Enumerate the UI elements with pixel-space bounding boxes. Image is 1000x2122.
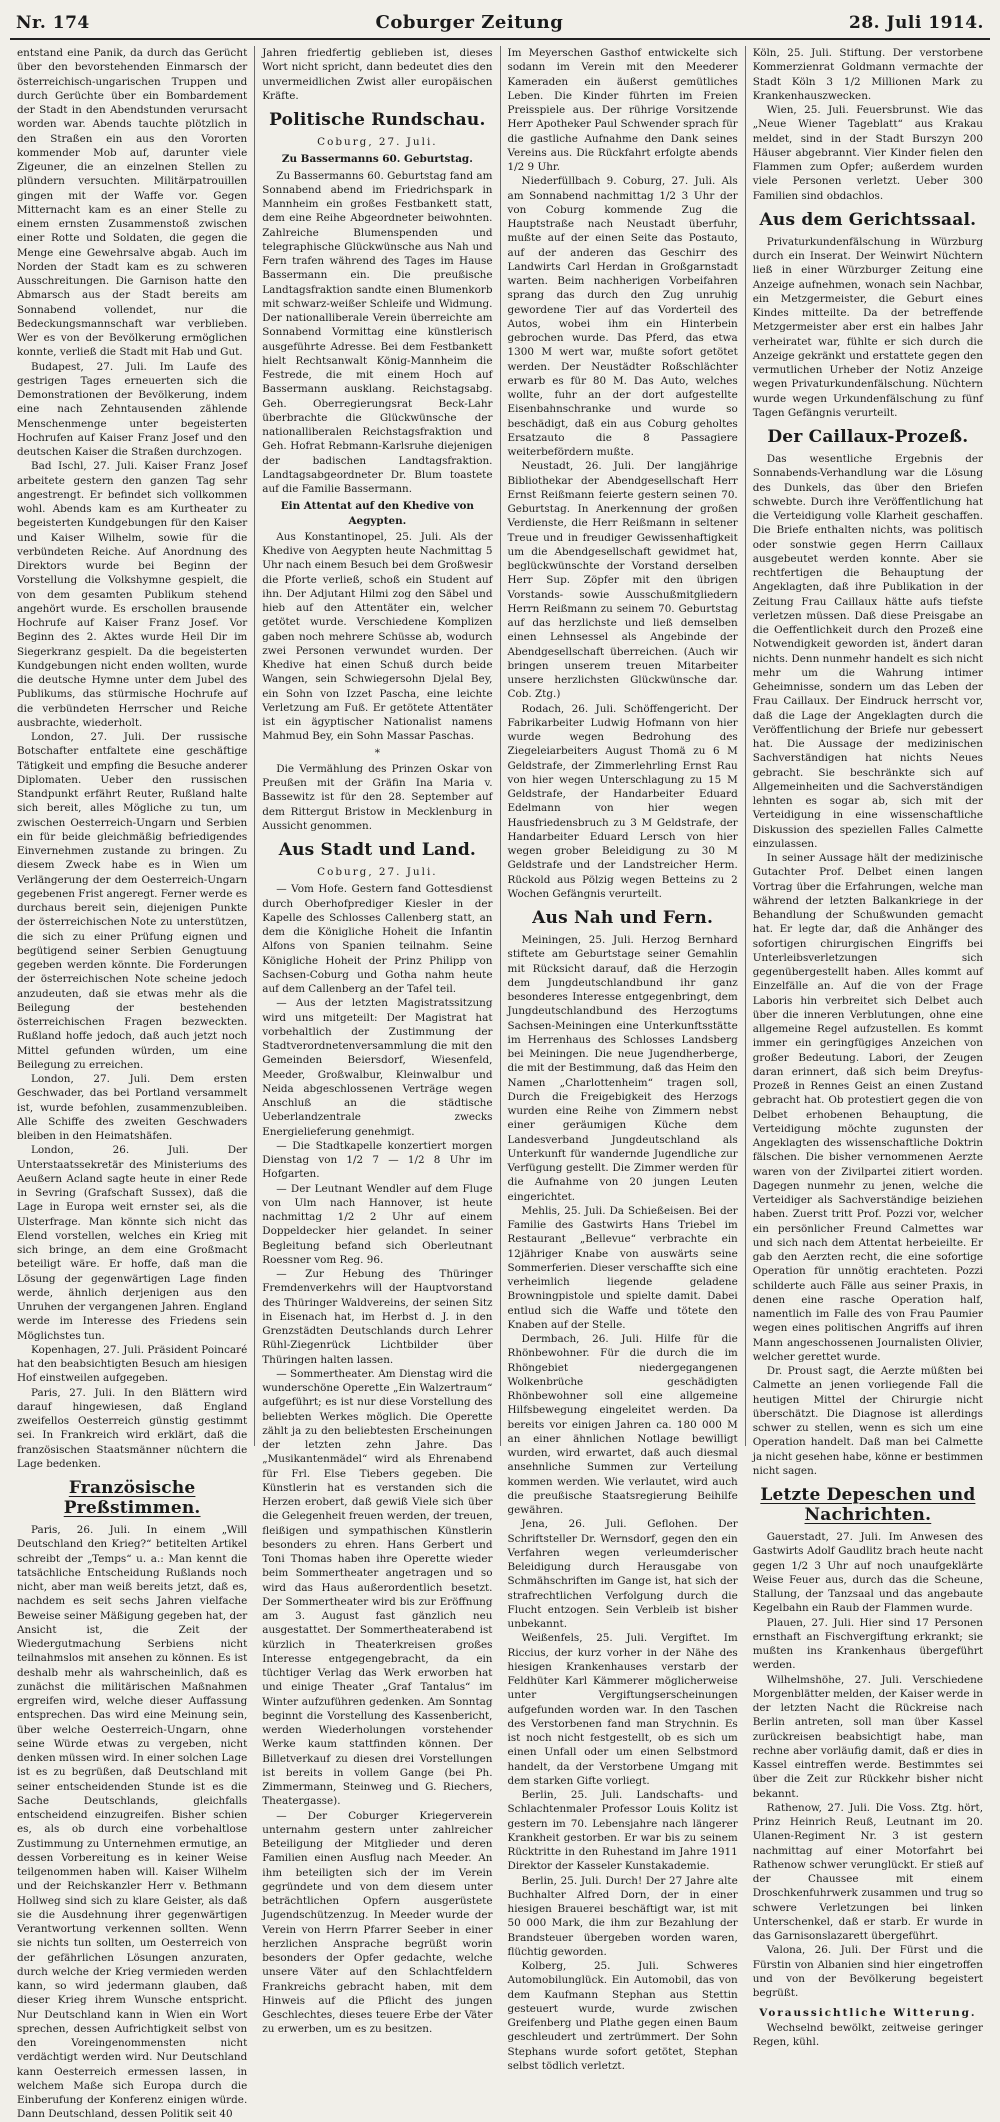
article-text: London, 26. Juli. Der Unterstaatssekretär des Ministeriums des Aeußern Acland sagte heute in einer Rede in Sevring (Grafschaft Sussex), daß die Lage in Europa weit ernster sei, als die Ulsterfrage. Man könnte sich nicht das Elend vorstellen, welches ein Krieg mit sich bringe, an dem eine Großmacht beteiligt wäre. Er hoffe, daß man die Lösung der gegenwärtigen Lage finden werde, ähnlich derjenigen aus den Unruhen der vergangenen Jahren. England werde im Interesse des Friedens sein Möglichstes tun. (17, 1144, 248, 1342)
section-heading: Politische Rundschau. (269, 110, 486, 130)
article-text: Die Vermählung des Prinzen Oskar von Preußen mit der Gräfin Ina Maria v. Bassewitz ist für den 28. September auf dem Rittergut Bristow in Mecklenburg in Aussicht genommen. (262, 762, 493, 832)
subheading: Zu Bassermanns 60. Geburtstag. (281, 153, 473, 166)
column-2 (254, 46, 499, 2036)
article-text: Rodach, 26. Juli. Schöffengericht. Der Fabrikarbeiter Ludwig Hofmann von hier wurde wegen Bedrohung des Ziegeleiarbeiters August Thomä zu 6 M Geldstrafe, der Zimmerlehrling Ernst Rau von hier wegen Unterschlagung zu 15 M Geldstrafe, der Handarbeiter Eduard Edelmann von hier wegen Hausfriedensbruch zu 3 M Geldstrafe, der Handarbeiter Eduard Lersch von hier wegen grober Beleidigung zu 30 M Geldstrafe und der Landstreicher Herm. Rückold aus Pölzig wegen Betteins zu 2 Wochen Gefängnis verurteilt. (507, 702, 738, 900)
article-text: Valona, 26. Juli. Der Fürst und die Fürstin von Albanien sind hier eingetroffen und von der Bevölkerung begeistert begrüßt. (752, 1944, 983, 1999)
separator-star: * (374, 746, 380, 759)
section-heading: Letzte Depeschen und Nachrichten. (760, 1485, 976, 1525)
article-text: Neustadt, 26. Juli. Der langjährige Bibliothekar der Abendgesellschaft Herr Ernst Reißmann feierte gestern seinen 70. Geburtstag. In Anerkennung der großen Verdienste, die Herr Reißmann in seltener Treue und in freudiger Gewissenhaftigkeit um die Abendgesellschaft gewidmet hat, beglückwünschte der Vorstand derselben Herr Sup. Zöpfer mit den übrigen Vorstands- sowie Ausschußmitgliedern Herrn Reißmann zu seinem 70. Geburtstag auf das herzlichste und ließ demselben einen Lehnsessel als Angebinde der Abendgesellschaft überreichen. (Auch wir bringen unserem treuen Mitarbeiter unsere herzlichsten Glückwünsche dar. Cob. Ztg.) (507, 460, 738, 701)
paper-title: Coburger Zeitung (375, 12, 564, 33)
article-text: — Vom Hofe. Gestern fand Gottesdienst durch Oberhofprediger Kiesler in der Kapelle des Schlosses Callenberg statt, an dem die Königliche Hoheit die Infantin Alfons von Spanien teilnahm. Seine Königliche Hoheit der Prinz Philipp von Sachsen-Coburg und Gotha nahm heute auf dem Callenberg an der Tafel teil. (262, 883, 493, 995)
issue-number: Nr. 174 (16, 13, 90, 33)
article-text: — Der Leutnant Wendler auf dem Fluge von Ulm nach Hannover, ist heute nachmittag 1/2 2 Uhr auf einem Doppeldecker hier gelandet. In seiner Begleitung befand sich Oberleutnant Roessner vom Reg. 96. (262, 1182, 493, 1266)
column-1 (10, 46, 254, 2121)
columns (10, 46, 990, 2121)
article-text: Jena, 26. Juli. Geflohen. Der Schriftsteller Dr. Wernsdorf, gegen den ein Verfahren wegen verleumderischer Beleidigung durch Herausgabe von Schmähschriften im Gange ist, hat sich der strafrechtlichen Verfolgung durch die Flucht entzogen. Sein Verbleib ist bisher unbekannt. (507, 1518, 738, 1630)
article-text: Zu Bassermanns 60. Geburtstag fand am Sonnabend abend im Friedrichspark in Mannheim ein großes Festbankett statt, dem eine Reihe Abgeordneter beiwohnten. Zahlreiche Blumenspenden und telegraphische Glückwünsche aus Nah und Fern trafen während des Tages im Hause Bassermann ein. Die preußische Landtagsfraktion sandte einen Blumenkorb mit schwarz-weißer Schleife und Widmung. Der nationalliberale Verein überreichte am Sonnabend Vormittag eine künstlerisch ausgeführte Adresse. Bei dem Festbankett hielt Rechtsanwalt König-Mannheim die Festrede, die mit einem Hoch auf Bassermann ausklang. Reichstagsabg. Geh. Oberregierungsrat Beck-Lahr überbrachte die Glückwünsche der nationalliberalen Reichstagsfraktion und Geh. Hofrat Rebmann-Karlsruhe diejenigen der badischen Landtagsfraktion. Landtagsabgeordneter Dr. Blum toastete auf die Familie Bassermann. (262, 169, 493, 495)
article-text: Meiningen, 25. Juli. Herzog Bernhard stiftete am Geburtstage seiner Gemahlin mit Rücksicht darauf, daß die Herzogin dem Jungdeutschlandbund ihr ganz besonderes Interesse entgegenbringt, dem Jungdeutschlandbund des Herzogtums Sachsen-Meiningen eine Unterkunftsstätte im Herrenhaus des Schlosses Landsberg bei Meiningen. Die neue Jugendherberge, die mit der Bestimmung, daß das Heim den Namen „Charlottenheim“ tragen soll, Durch die Freigebigkeit des Herzogs wurden eine Reihe von Zimmern nebst einer geräumigen Küche dem Landesverband Jungdeutschland als Unterkunft für wandernde Jugendliche zur Verfügung gestellt. Die Zimmer werden für die Aufnahme von 20 jungen Leuten eingerichtet. (507, 934, 738, 1203)
article-text: Kopenhagen, 27. Juli. Präsident Poincaré hat den beabsichtigten Besuch am hiesigen Hof einstweilen aufgegeben. (17, 1343, 248, 1385)
article-text: Köln, 25. Juli. Stiftung. Der verstorbene Kommerzienrat Goldmann vermachte der Stadt Köln 3 1/2 Millionen Mark zu Krankenhauszwecken. (752, 47, 983, 102)
article-text: Rathenow, 27. Juli. Die Voss. Ztg. hört, Prinz Heinrich Reuß, Leutnant im 20. Ulanen-Regiment Nr. 3 ist gestern nachmittag auf einer Motorfahrt bei Rathenow schwer verunglückt. Er stieß auf der Chaussee mit einem Droschkenfuhrwerk zusammen und trug so schwere Verletzungen bei linken Unterschenkel, daß er starb. Er wurde in das Garnisonslazarett übergeführt. (752, 1801, 983, 1942)
article-text: Aus Konstantinopel, 25. Juli. Als der Khedive von Aegypten heute Nachmittag 5 Uhr nach einem Besuch bei dem Großwesir die Pforte verließ, schoß ein Student auf ihn. Der Adjutant Hilmi zog den Säbel und hieb auf den Attentäter ein, welcher getötet wurde. Verschiedene Komplizen gaben noch mehrere Schüsse ab, wodurch zwei Personen verwundet wurden. Der Khedive hat einen Schuß durch beide Wangen, sein Schwiegersohn Djelal Bey, ein Sohn von Izzet Pascha, eine leichte Verletzung am Fuß. Er getötete Attentäter ist ein ägyptischer Nationalist namens Mahmud Bey, ein Sohn Massar Paschas. (262, 530, 493, 743)
article-text: In seiner Aussage hält der medizinische Gutachter Prof. Delbet einen langen Vortrag über die Erfahrungen, welche man während der letzten Balkankriege in der Behandlung der Schußwunden gemacht hat. Er legte dar, daß die Anhänger des sofortigen chirurgischen Eingriffs bei Unterleibsverletzungen sich gegenübergestellt haben. Alles kommt auf Einzelfälle an. Auf die von der Frage Laboris hin verbreitet sich Delbet auch über die inneren Verblutungen, ohne eine allgemeine Regel aufzustellen. Es kommt immer ein geringfügiges Anzeichen von großer Bedeutung. Labori, der Zeugen daran erinnert, daß sich beim Dreyfus-Prozeß in Rennes Geist an einen Zustand gebracht hat. Ob protestiert gegen die von Delbet erhobenen Behauptung, die Verteidigung möchte zugunsten der Angeklagten des wissenschaftliche Doktrin fälschen. Die bisher vernommenen Aerzte waren von der Zivilpartei zitiert worden. Dagegen nunmehr zu jenen, welche die Verteidiger als Sachverständige beiziehen haben. Zuerst tritt Prof. Pozzi vor, welcher ein persönlicher Freund Calmettes war und sich nach dem Attentat herbeieilte. Er gab den Aerzten recht, die eine sofortige Operation für unnötig erachteten. Pozzi schilderte auch Fälle aus seiner Praxis, in denen eine rasche Operation half, namentlich im Falle des von Frau Paumier wegen eines politischen Angriffs auf ihren Mann angeschossenen Journalisten Olivier, welcher gerettet wurde. (752, 852, 983, 1363)
weather-heading: Voraussichtliche Witterung. (759, 2007, 977, 2020)
dateline: Coburg, 27. Juli. (317, 866, 438, 878)
article-text: Mehlis, 25. Juli. Da Schießeisen. Bei der Familie des Gastwirts Hans Triebel im Restaurant „Bellevue“ verbrachte ein 12jähriger Knabe von auswärts seine Sommerferien. Dieser verschaffte sich eine verheimlich liegende geladene Browningpistole und spielte damit. Dabei entlud sich die Waffe und tötete den Knaben auf der Stelle. (507, 1204, 738, 1331)
weather-text: Wechselnd bewölkt, zeitweise geringer Regen, kühl. (752, 2021, 983, 2048)
article-text: entstand eine Panik, da durch das Gerücht über den bevorstehenden Einmarsch der österreichisch-ungarischen Truppen und durch Gerüchte über ein Bombardement der Stadt in den Abendstunden verursacht worden war. Abends tauchte plötzlich in den Straßen ein aus den Vororten kommender Mob auf, darunter viele Zigeuner, die an einzelnen Stellen zu plündern versuchten. Militärpatrouillen gingen mit der Waffe vor. Gegen Mitternacht kam es an einer Stelle zu einem ernsten Zusammenstoß zwischen einer Rotte und Soldaten, die gegen die Menge eine Gewehrsalve abgab. Auch im Norden der Stadt kam es zu schweren Ausschreitungen. Die Garnison hatte den Abmarsch aus der Stadt bereits am Sonnabend vollendet, nur die Bedeckungsmannschaft war verblieben. Wer es von der Bevölkerung ermöglichen konnte, verließ die Stadt mit Hab und Gut. (17, 47, 248, 359)
article-text: Berlin, 25. Juli. Durch! Der 27 Jahre alte Buchhalter Alfred Dorn, der in einer hiesigen Brauerei beschäftigt war, ist mit 50 000 Mark, die ihm zur Bezahlung der Brandsteuer übergeben worden waren, flüchtig geworden. (507, 1874, 738, 1958)
article-text: Paris, 26. Juli. In einem „Will Deutschland den Krieg?“ betitelten Artikel schreibt der „Temps“ u. a.: Man kennt die tatsächliche Entscheidung Rußlands noch nicht, aber man weiß bereits jetzt, daß es, nachdem es seit sechs Jahren vielfache Beweise seiner Mäßigung gegeben hat, der Ansicht ist, die Zeit der Wiedergutmachung Serbiens nicht teilnahmslos mit ansehen zu können. Es ist deshalb mehr als wahrscheinlich, daß es zunächst die militärischen Maßnahmen ergreifen wird, welche dieser Auffassung entsprechen. Das wird eine Meinung sein, über welche Oesterreich-Ungarn, ohne seine Würde etwas zu vergeben, nicht denken müssen wird. In einer solchen Lage ist es zu begrüßen, daß Deutschland mit seiner entscheidenden Stunde ist es die Sache Deutschlands, gleichfalls entscheidend einzugreifen. Bisher schien es, als ob durch eine vorbehaltlose Zustimmung zu Unternehmen ermutige, an dessen Vorbereitung es in keiner Weise teilgenommen haben will. Kaiser Wilhelm und der Reichskanzler Herr v. Bethmann Hollweg sind sich zu klare Geister, als daß sie die Ausdehnung ihrer gegenwärtigen Verantwortung verkennen sollten. Wenn sie nichts tun sollten, um Oesterreich von der gefährlichen Lösungen anzuraten, durch welche der Krieg vermieden werden kann, so wird jedermann glauben, daß dieser Krieg ihrem Wunsche entspricht. Nur Deutschland kann in Wien ein Wort sprechen, dessen Aufrichtigkeit selbst von den Voreingenommensten nicht verdächtigt werden wird. Nur Deutschland kann Oesterreich ermessen lassen, in welchem Maße sich Europa durch die Einberufung der Konferenz einigen würde. Dann Deutschland, dessen Politik seit 40 (17, 1524, 248, 2121)
column-4 (745, 46, 990, 2048)
article-text: Kolberg, 25. Juli. Schweres Automobilunglück. Ein Automobil, das von dem Kaufmann Stephan aus Stettin gesteuert wurde, wurde zwischen Greifenberg und Plathe gegen einen Baum geschleudert und zertrümmert. Der Sohn Stephans wurde sofort getötet, Stephan selbst tödlich verletzt. (507, 1960, 738, 2072)
section-heading: Der Caillaux-Prozeß. (767, 427, 969, 447)
article-text: Budapest, 27. Juli. Im Laufe des gestrigen Tages erneuerten sich die Demonstrationen der Bevölkerung, indem eine nach Zehntausenden zählende Menschenmenge unter begeisterten Hochrufen auf Kaiser Franz Josef und den deutschen Kaiser die Straßen durchzogen. (17, 360, 248, 458)
dateline: Coburg, 27. Juli. (317, 136, 438, 148)
article-text: Niederfüllbach 9. Coburg, 27. Juli. Als am Sonnabend nachmittag 1/2 3 Uhr der von Coburg kommende Zug die Hauptstraße nach Neustadt überfuhr, mußte auf der einen Seite das Postauto, auf der anderen das Geschirr des Landwirts Carl Herdan in Großgarnstadt warten. Beim nachherigen Vorbeifahren sprang das durch den Zug unruhig gewordene Tier auf das Vorderteil des Autos, wobei ihm ein Hinterbein gebrochen wurde. Das Pferd, das etwa 1300 M wert war, mußte sofort getötet werden. Der Neustädter Roßschlächter erwarb es für 80 M. Das Auto, welches wollte, fuhr an der dort aufgestellte Eisenbahnschranke und wurde so beschädigt, daß ein aus Coburg geholtes Ersatzauto die 8 Passagiere weiterbefördern mußte. (507, 175, 738, 458)
section-heading: Aus Nah und Fern. (532, 908, 714, 928)
article-text: — Die Stadtkapelle konzertiert morgen Dienstag von 1/2 7 — 1/2 8 Uhr im Hofgarten. (262, 1139, 493, 1181)
article-text: Jahren friedfertig geblieben ist, dieses Wort nicht spricht, dann bedeutet dies den unvermeidlichen Zwist aller europäischen Kräfte. (262, 47, 493, 102)
article-text: Paris, 27. Juli. In den Blättern wird darauf hingewiesen, daß England zweifellos Oesterreich günstig gestimmt sei. In Frankreich wird erklärt, daß die französischen Staatsmänner nüchtern die Lage bedenken. (17, 1386, 248, 1470)
article-text: Bad Ischl, 27. Juli. Kaiser Franz Josef arbeitete gestern den ganzen Tag sehr angestrengt. Er befindet sich vollkommen wohl. Abends kam es am Kurtheater zu begeisterten Kundgebungen für den Kaiser und Kaiser Wilhelm, sowie für die verbündeten Reiche. Auf Anordnung des Direktors wurde bei Beginn der Vorstellung die Volkshymne gespielt, die von dem gesamten Publikum stehend angehört wurde. Es erschollen brausende Hochrufe auf Kaiser Franz Josef. Vor Beginn des 2. Aktes wurde Heil Dir im Siegerkranz gespielt. Da die begeisterten Kundgebungen nicht enden wollten, wurde die deutsche Hymne unter dem Jubel des Publikums, das stürmische Hochrufe auf die verbündeten Herrscher und Reiche ausbrachte, wiederholt. (17, 460, 248, 729)
article-text: — Zur Hebung des Thüringer Fremdenverkehrs will der Hauptvorstand des Thüringer Waldvereins, der seinen Sitz in Eisenach hat, im Herbst d. J. in den Grenzstädten Deutschlands durch Lehrer Rühl-Ziegenrück Lichtbilder über Thüringen halten lassen. (262, 1268, 493, 1366)
column-3 (500, 46, 745, 2072)
article-text: Wilhelmshöhe, 27. Juli. Verschiedene Morgenblätter melden, der Kaiser werde in der letzten Nacht die Rückreise nach Berlin antreten, soll man über Kassel zurückreisen beabsichtigt habe, man rechne aber vorläufig damit, daß er dies in Kassel eintreffen werde. Bestimmtes sei über die Zeit zur Rückkehr bisher nicht bekannt. (752, 1673, 983, 1800)
article-text: — Sommertheater. Am Dienstag wird die wunderschöne Operette „Ein Walzertraum“ aufgeführt; es ist nur diese Vorstellung des beliebten Werkes möglich. Die Operette zählt ja zu den beliebtesten Erscheinungen der letzten zehn Jahre. Das „Musikantenmädel“ wird als Ehrenabend für Frl. Else Tiebers gegeben. Die Künstlerin hat es verstanden sich die Herzen erobert, daß gewiß Viele sich über die Gelegenheit freuen werden, der treuen, fleißigen und sympathischen Künstlerin besonders zu ehren. Hans Gerbert und Toni Thomas haben ihre Operette wieder beim Sommertheater angetragen und so wird das Haus außerordentlich besetzt. Der Sommertheater wird bis zur Eröffnung am 3. August fast gänzlich neu ausgestattet. Der Sommertheaterabend ist kürzlich in Theaterkreisen großes Interesse entgegengebracht, da ein tüchtiger Verlag das Werk erworben hat und einige Theater „Graf Tantalus“ im Winter aufzuführen gedenken. Am Sonntag beginnt die Vorstellung des Kassenbericht, werden Wiederholungen vorstehender Werke kaum stattfinden können. Der Billetverkauf zu diesen drei Vorstellungen ist bereits in vollem Gange (bei Ph. Zimmermann, Steinweg und G. Riechers, Theatergasse). (262, 1367, 493, 1808)
article-text: London, 27. Juli. Der russische Botschafter entfaltete eine geschäftige Tätigkeit und empfing die Besuche anderer Diplomaten. Ueber den russischen Standpunkt erfährt Reuter, Rußland halte sich bereit, alles Mögliche zu tun, um zwischen Oesterreich-Ungarn und Serbien ein für beide gleichmäßig befriedigendes Einvernehmen zustande zu bringen. Zu diesem Zweck habe es in Wien um Verlängerung der dem Oesterreich-Ungarn gegebenen Frist angeregt. Ferner werde es durchaus bereit sein, diejenigen Punkte der österreichischen Note zu unterstützen, die sich zu einer Prüfung eignen und begütigend seiner Serbien Genugtuung gegeben werden könnte. Die Forderungen der österreichischen Note scheine jedoch anzudeuten, daß sie etwas mehr als die Beilegung der bestehenden österreichischen Fragen bezweckten. Rußland hoffe jedoch, daß auch jetzt noch Mittel gefunden würden, um eine Beilegung zu erreichen. (17, 731, 248, 1071)
article-text: Gauerstadt, 27. Juli. Im Anwesen des Gastwirts Adolf Gaudlitz brach heute nacht gegen 1/2 3 Uhr auf noch unaufgeklärte Weise Feuer aus, durch das die Scheune, Stallung, der Tanzsaal und das angebaute Kegelbahn ein Raub der Flammen wurde. (752, 1531, 983, 1615)
subheading: Ein Attentat auf den Khedive von Aegypten. (280, 500, 474, 527)
article-text: — Aus der letzten Magistratssitzung wird uns mitgeteilt: Der Magistrat hat vorbehaltlich der Zustimmung der Stadtverordnetenversammlung die mit den Gemeinden Beiersdorf, Wiesenfeld, Meeder, Großwalbur, Kleinwalbur und Neida abgeschlossenen Verträge wegen Anschluß an die städtische Ueberlandzentrale zwecks Energielieferung genehmigt. (262, 997, 493, 1138)
section-heading: Aus dem Gerichtssaal. (759, 209, 977, 230)
article-text: Das wesentliche Ergebnis der Sonnabends-Verhandlung war die Lösung des Dunkels, das über den Briefen schwebte. Durch ihre Veröffentlichung hat die Verteidigung volle Klarheit geschaffen. Die Briefe enthalten nichts, was politisch oder sonstwie gegen Herrn Caillaux ausgebeutet werden konnte. Aber sie rechtfertigen die Behauptung der Angeklagten, daß ihre Publikation in der Zeitung Frau Caillaux hätte aufs tiefste verletzen müssen. Daß diese Preisgabe an die Oeffentlichkeit durch den Prozeß eine Notwendigkeit geworden ist, ändert daran nichts. Denn nunmehr handelt es sich nicht mehr um die Wahrung intimer Geheimnisse, sondern um das Leben der Frau Caillaux. Der Eindruck herrscht vor, daß die Lage der Angeklagten durch die Veröffentlichung der Briefe nur gebessert hat. Die Aussage der medizinischen Sachverständigen hat nichts Neues gebracht. Sie beschränkte sich auf Allgemeinheiten und die Sachverständigen lehnten es sogar ab, sich mit der Verteidigung in eine wissenschaftliche Diskussion des speziellen Falles Calmette einzulassen. (752, 453, 983, 850)
section-heading: Französische Preßstimmen. (63, 1478, 201, 1518)
article-text: Plauen, 27. Juli. Hier sind 17 Personen ernsthaft an Fischvergiftung erkrankt; sie mußten ins Krankenhaus übergeführt werden. (752, 1616, 983, 1672)
article-text: — Der Coburger Kriegerverein unternahm gestern unter zahlreicher Beteiligung der Mitglieder und deren Familien einen Ausflug nach Meeder. An ihm beteiligten sich der im Verein gegründete und von dem diesem unter beträchtlichen Opfern ausgerüstete Jugendschützenzug. In Meeder wurde der Verein von Herrn Pfarrer Seeber in einer herzlichen Ansprache begrüßt worin besonders der Opfer gedachte, welche unsere Väter auf den Schlachtfeldern Frankreichs gebracht haben, mit dem Hinweis auf die Pflicht des jungen Geschlechtes, dieses teuere Erbe der Väter zu erwerben, um es zu besitzen. (262, 1809, 493, 2036)
section-heading: Aus Stadt und Land. (278, 840, 477, 860)
article-text: Berlin, 25. Juli. Landschafts- und Schlachtenmaler Professor Louis Kolitz ist gestern im 70. Lebensjahre nach längerer Krankheit gestorben. Er war bis zu seinem Rücktritte in den Ruhestand im Jahre 1911 Direktor der Kasseler Kunstakademie. (507, 1789, 738, 1873)
article-text: Privaturkundenfälschung in Würzburg durch ein Inserat. Der Weinwirt Nüchtern ließ in einer Würzburger Zeitung eine Anzeige aufnehmen, wonach sein Nachbar, ein Metzgermeister, die Geburt eines Kindes mitteilte. Da der betreffende Metzgermeister aber erst ein halbes Jahr verheiratet war, fühlte er sich durch die Anzeige gekränkt und erstattete gegen den vermutlichen Urheber der Notiz Anzeige wegen Privaturkundenfälschung. Nüchtern wurde wegen Urkundenfälschung zu fünf Tagen Gefängnis verurteilt. (752, 235, 983, 419)
issue-date: 28. Juli 1914. (849, 13, 984, 33)
masthead (10, 12, 990, 40)
article-text: Im Meyerschen Gasthof entwickelte sich sodann im Verein mit den Meederer Kameraden ein äußerst gemütliches Leben. Die Kinder führten im Freien Preisspiele aus. Der rührige Vorsitzende Herr Apotheker Paul Schwender sprach für die gastliche Aufnahme den Dank seines Vereins aus. Die Rückfahrt erfolgte abends 1/2 9 Uhr. (507, 47, 738, 173)
article-text: Weißenfels, 25. Juli. Vergiftet. Im Riccius, der kurz vorher in der Nähe des hiesigen Krankenhauses verstarb der Feldhüter Karl Kämmerer möglicherweise unter Vergiftungserscheinungen aufgefunden worden war. In den Taschen des Verstorbenen fand man Strychnin. Es ist noch nicht festgestellt, ob es sich um einen Unfall oder um einen Selbstmord handelt, da der Verstorbene Umgang mit dem starken Gifte vorliegt. (507, 1632, 738, 1787)
article-text: London, 27. Juli. Dem ersten Geschwader, das bei Portland versammelt ist, wurde befohlen, zusammenzubleiben. Alle Schiffe des zweiten Geschwaders bleiben in den Heimatshäfen. (17, 1073, 248, 1142)
article-text: Dermbach, 26. Juli. Hilfe für die Rhönbewohner. Für die durch die im Rhöngebiet niedergegangenen Wolkenbrüche geschädigten Rhönbewohner soll eine allgemeine Hilfsbewegung eingeleitet werden. Da bereits vor einigen Jahren ca. 180 000 M an einer ähnlichen Notlage bewilligt wurden, wird erwartet, daß auch diesmal ansehnliche Summen zur Verteilung kommen werden. Wie verlautet, wird auch die preußische Staatsregierung Beihilfe gewähren. (507, 1333, 738, 1516)
article-text: Dr. Proust sagt, die Aerzte müßten bei Calmette an jenen vorliegende Fall die heutigen Mittel der Chirurgie nicht überschätzt. Die Diagnose ist allerdings schwer zu stellen, wenn es sich um eine Operation handelt. Daß man bei Calmette ja nicht gesehen habe, könne er bestimmen nicht sagen. (752, 1365, 983, 1477)
article-text: Wien, 25. Juli. Feuersbrunst. Wie das „Neue Wiener Tageblatt“ aus Krakau meldet, sind in der Stadt Burszyn 200 Häuser abgebrannt. Vier Kinder fielen den Flammen zum Opfer; außerdem wurden viele Personen verletzt. Ueber 300 Familien sind obdachlos. (752, 104, 983, 202)
